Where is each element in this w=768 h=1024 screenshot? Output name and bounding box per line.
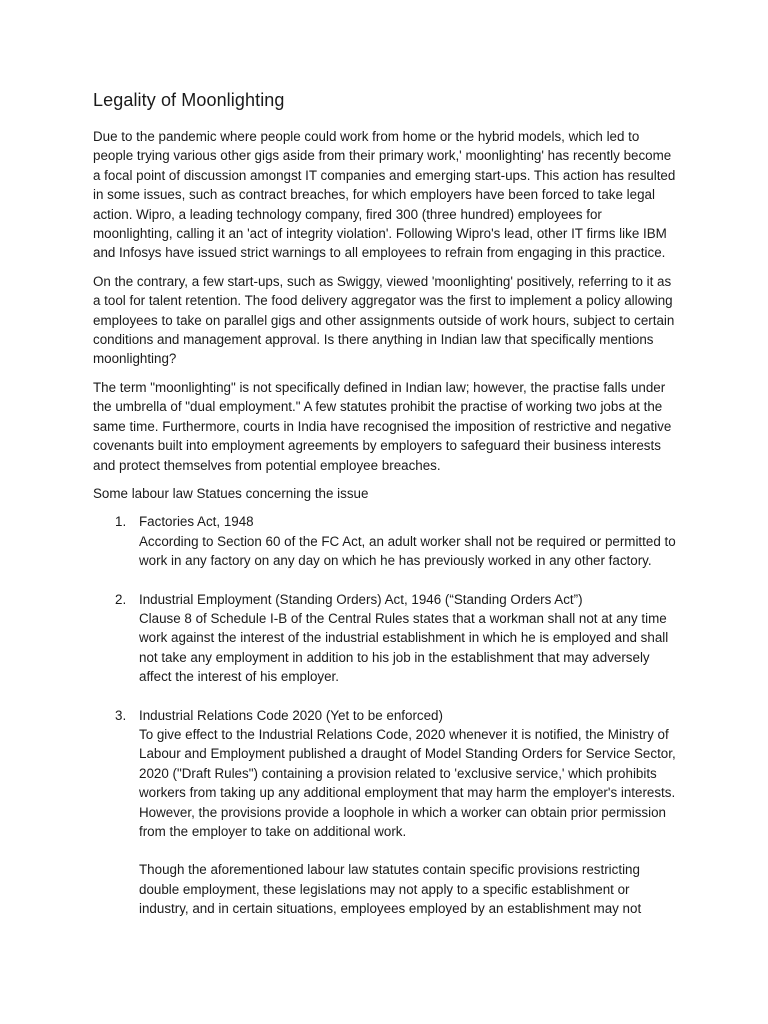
paragraph-pandemic: Due to the pandemic where people could work from home or the hybrid models, which led to people trying various other gigs aside from their primary work,' moonlighting' has recently become a focal point of discussion amongst IT companies and emerging start-ups. This action has resulted in some issues, such as contract breaches, for which employers have been forced to take legal action. Wipro, a leading technology company, fired 300 (three hundred) employees for moonlighting, calling it an 'act of integrity violation'. Following Wipro's lead, other IT firms like IBM and Infosys have issued strict warnings to all employees to refrain from engaging in this practice. xyxy=(93,129,676,261)
statute-heading: Factories Act, 1948 xyxy=(139,514,254,530)
statute-extra-paragraph: Though the aforementioned labour law statutes contain specific provisions restricting double employment, these legislations may not apply to a specific establishment or industry, and in certain situations, employees employed by an establishment may not xyxy=(139,862,642,917)
statutes-list xyxy=(93,512,678,918)
statute-number: 1. xyxy=(115,514,127,530)
paragraph-definition: The term "moonlighting" is not specifically defined in Indian law; however, the practise falls under the umbrella of "dual employment." A few statutes prohibit the practise of working two jobs at the same time. Furthermore, courts in India have recognised the imposition of restrictive and negative covenants built into employment agreements by employers to safeguard their business interests and protect themselves from potential employee breaches. xyxy=(93,379,672,473)
statute-heading: Industrial Relations Code 2020 (Yet to be enforced) xyxy=(139,707,443,723)
statute-item xyxy=(93,590,678,687)
statutes-intro: Some labour law Statues concerning the issue xyxy=(93,485,369,501)
document-title: Legality of Moonlighting xyxy=(93,90,285,110)
paragraph-startups: On the contrary, a few start-ups, such as Swiggy, viewed 'moonlighting' positively, referring to it as a tool for talent retention. The food delivery aggregator was the first to implement a policy allowing employees to take on parallel gigs and other assignments outside of work hours, subject to certain conditions and management approval. Is there anything in Indian law that specifically mentions moonlighting? xyxy=(93,273,675,367)
document-page xyxy=(93,88,678,919)
statute-item xyxy=(93,512,678,570)
statute-number: 3. xyxy=(115,707,127,723)
statute-item xyxy=(93,706,678,919)
statute-body: To give effect to the Industrial Relations Code, 2020 whenever it is notified, the Ministry of Labour and Employment published a draught of Model Standing Orders for Service Sector, 2020 ("Draft Rules") containing a provision related to 'exclusive service,' which prohibits workers from taking up any additional employment that may harm the employer's interests. However, the provisions provide a loophole in which a worker can obtain prior permission from the employer to take on additional work. xyxy=(139,726,676,839)
statute-heading: Industrial Employment (Standing Orders) Act, 1946 (“Standing Orders Act”) xyxy=(139,591,583,607)
statute-body: According to Section 60 of the FC Act, an adult worker shall not be required or permitted to work in any factory on any day on which he has previously worked in any other factory. xyxy=(139,533,676,569)
statute-number: 2. xyxy=(115,591,127,607)
statute-body: Clause 8 of Schedule I-B of the Central Rules states that a workman shall not at any time work against the interest of the industrial establishment in which he is employed and shall not take any employment in addition to his job in the establishment that may adversely affect the interest of his employer. xyxy=(139,610,669,685)
